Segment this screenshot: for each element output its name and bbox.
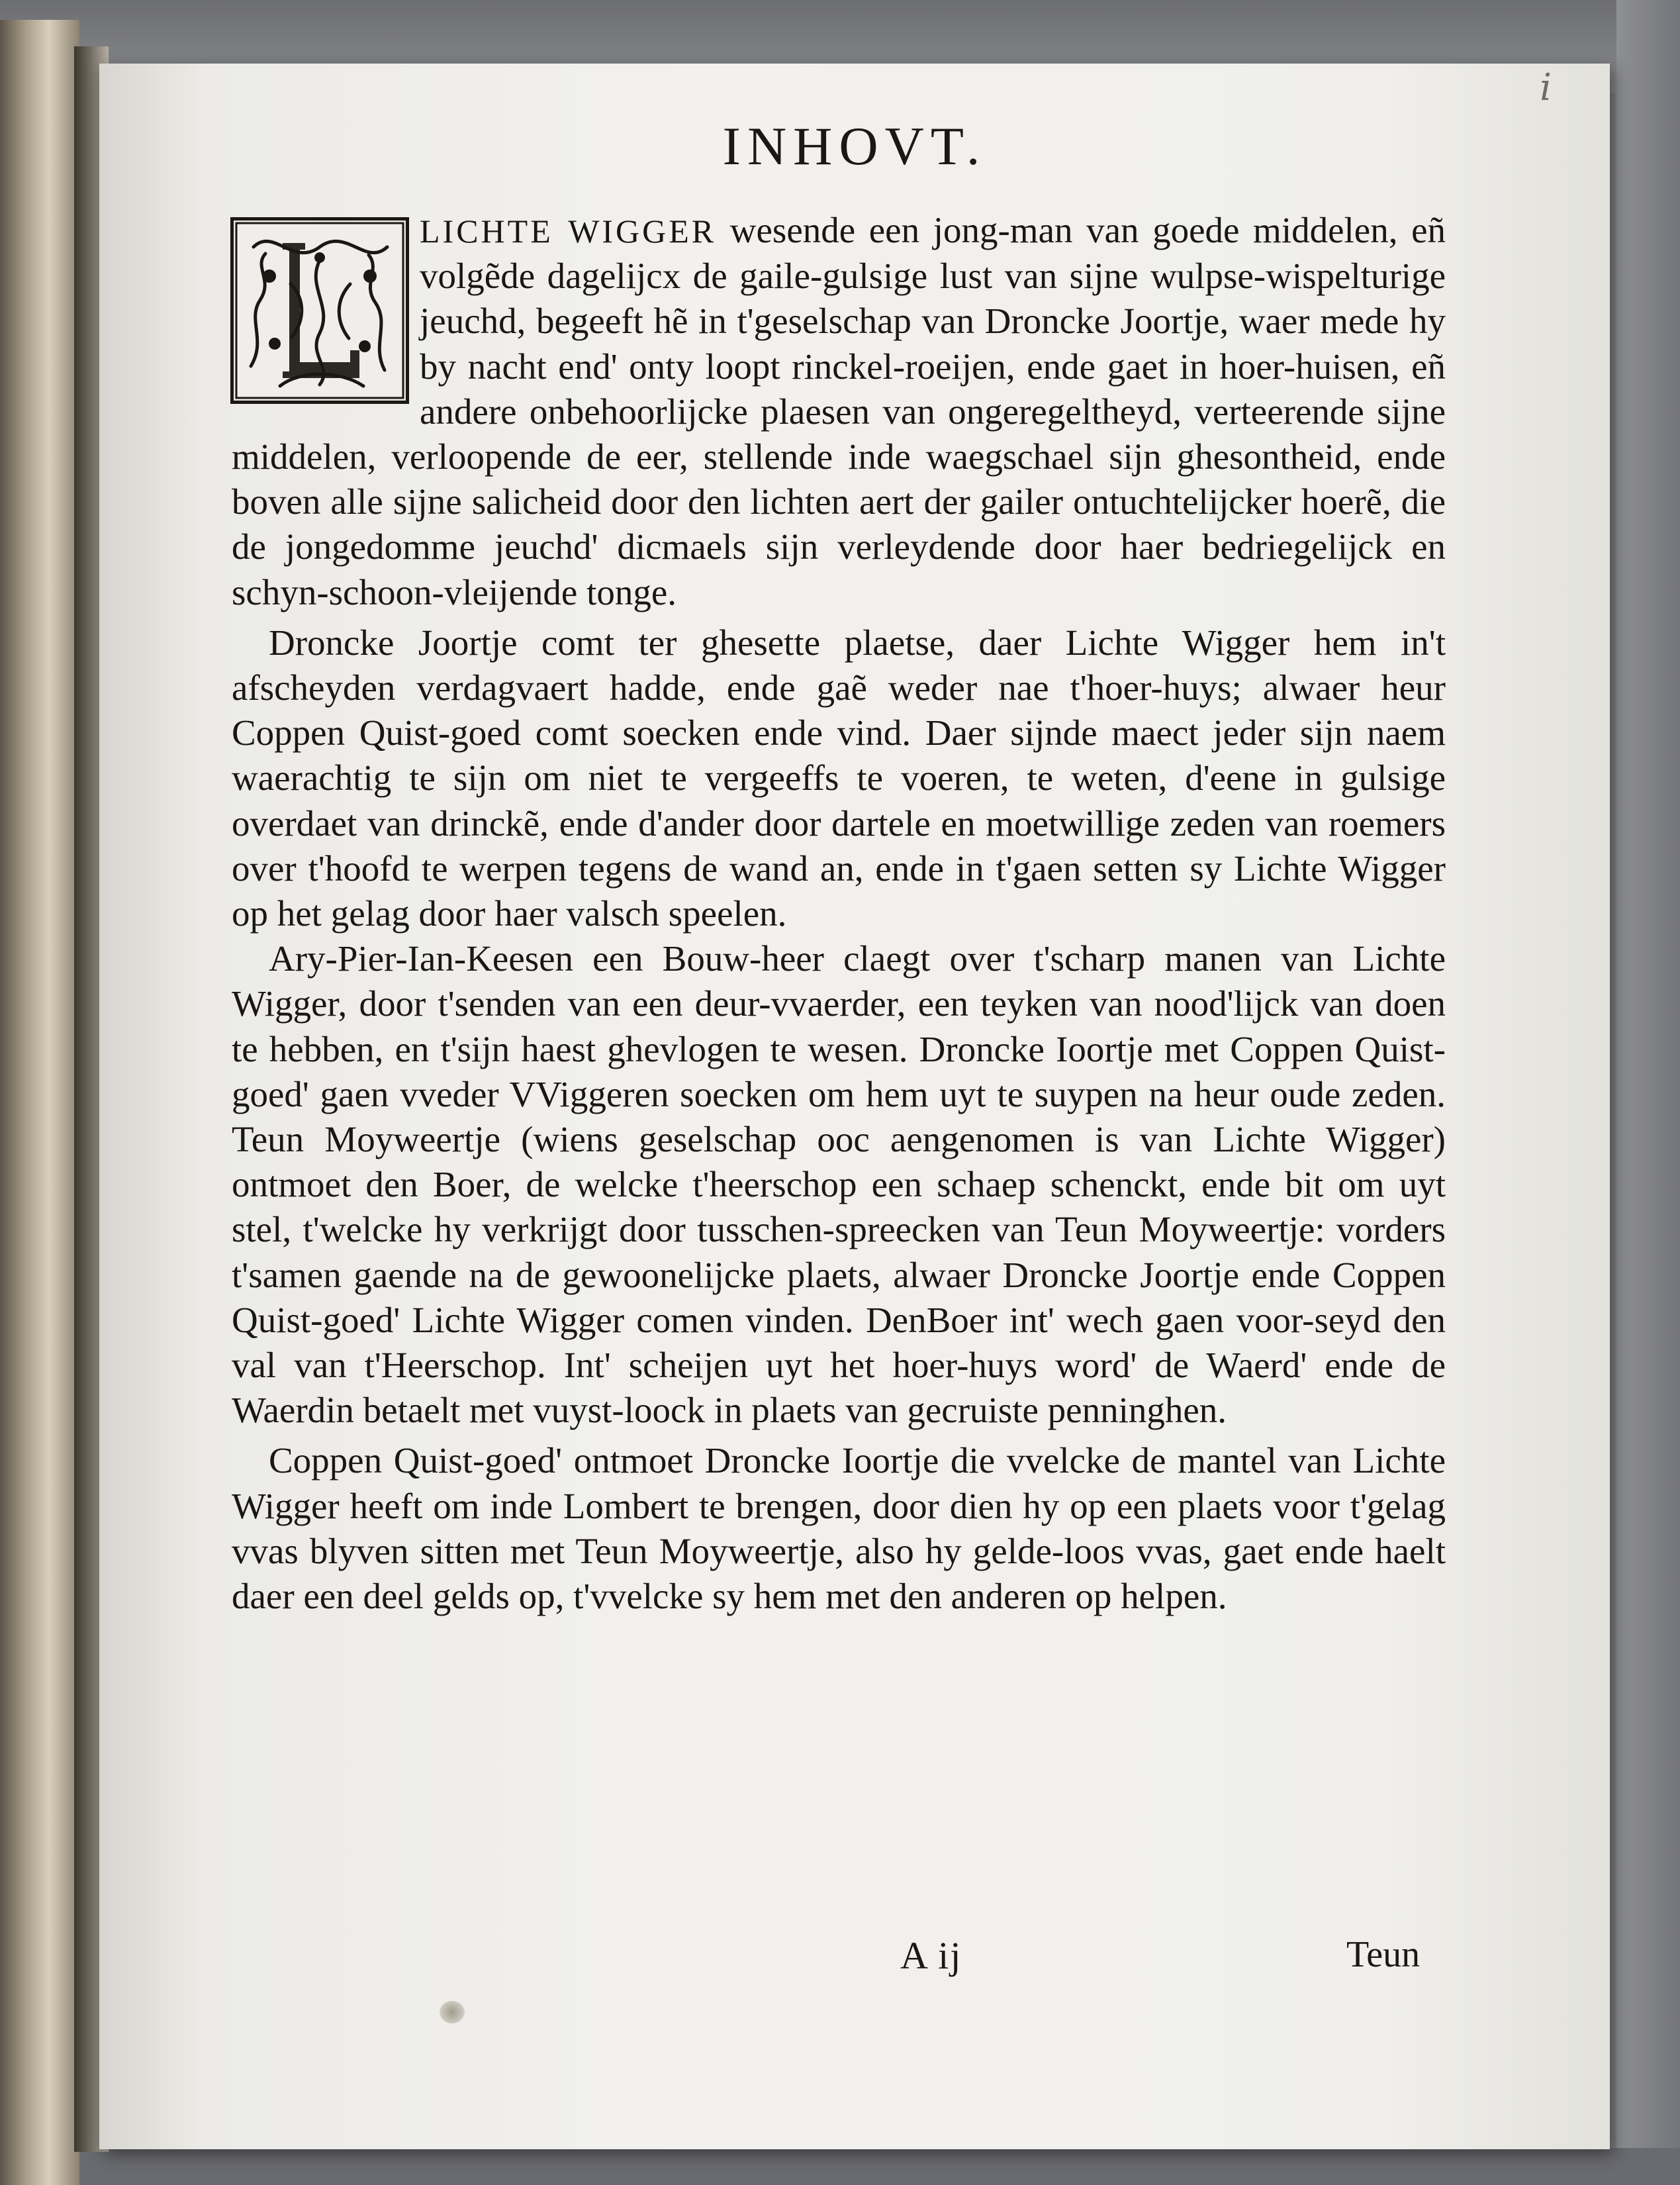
paragraph-2: Droncke Joortje comt ter ghesette plaetse, daer Lichte Wigger hem in't afscheyden verdagvaert hadde, ende gaẽ weder nae t'hoer-huys; alwaer heur Coppen Quist-goed comt soecken ende vind. Daer sijnde maect jeder sijn naem waerachtig te sijn om niet te vergeeffs te voeren, te weten, d'eene in gulsige overdaet van drinckẽ, ende d'ander door dartele en moetwillige zeden van roemers over t'hoofd te werpen tegens de wand an, ende in t'gaen setten sy Lichte Wigger op het gelag door haer valsch speelen.: [232, 622, 1446, 934]
paper-stain: [440, 2001, 465, 2023]
first-paragraph: [232, 208, 1446, 615]
body-text: [232, 208, 1446, 1619]
background-bottom: [0, 2148, 1680, 2185]
left-page-edge: [0, 20, 79, 2185]
page-title: INHOVT.: [722, 116, 987, 176]
paragraph-4: Coppen Quist-goed' ontmoet Droncke Ioortje die vvelcke de mantel van Lichte Wigger heeft om inde Lombert te brengen, door dien hy op een plaets voor t'gelag vvas blyven sitten met Teun Moyweertje, also hy gelde-loos vvas, gaet ende haelt daer een deel gelds op, t'vvelcke sy hem met den anderen op helpen.: [232, 1440, 1446, 1617]
first-paragraph-text: wesende een jong-man van goede middelen, eñ volgẽde dagelijcx de gaile-gulsige lust van sijne wulpse-wispelturige jeuchd, begeeft hẽ in t'geselschap van Droncke Joortje, waer mede hy by nacht end' onty loopt rinckel-roeijen, ende gaet in hoer-huisen, eñ andere onbehoorlijcke plaesen van ongeregeltheyd, verteerende sijne middelen, verloopende de eer, stellende inde waegschael sijn ghesontheid, ende boven alle sijne salicheid door den lichten aert der gailer ontuchtelijcker hoerẽ, die de jongedomme jeuchd' dicmaels sijn verleydende door haer bedriegelijck en schyn-schoon-vleijende tonge.: [232, 210, 1446, 612]
initial-spacer: [232, 208, 420, 433]
catchword: Teun: [1346, 1934, 1421, 1975]
paragraph-3: Ary-Pier-Ian-Keesen een Bouw-heer claegt over t'scharp manen van Lichte Wigger, door t'senden van een deur-vvaerder, een teyken van nood'lijck van doen te hebben, en t'sijn haest ghevlogen te wesen. Droncke Ioortje met Coppen Quist-goed' gaen vveder VViggeren soecken om hem uyt te suypen na heur oude zeden. Teun Moyweertje (wiens geselschap ooc aengenomen is van Lichte Wigger) ontmoet den Boer, de welcke t'heerschop een schaep schenckt, ende bit om uyt stel, t'welcke hy verkrijgt door tusschen-spreecken van Teun Moyweertje: vorders t'samen gaende na de gewoonelijcke plaets, alwaer Droncke Joortje ende Coppen Quist-goed' Lichte Wigger comen vinden. DenBoer int' wech gaen voor-seyd den val van t'Heerschop. Int' scheijen uyt het hoer-huys word' de Waerd' ende de Waerdin betaelt met vuyst-loock in plaets van gecruiste penninghen.: [232, 938, 1446, 1431]
page-number: i: [1540, 66, 1552, 109]
paragraph-lead: LICHTE WIGGER: [420, 213, 717, 250]
background-right: [1616, 0, 1680, 2185]
signature-mark: A ij: [900, 1934, 962, 1977]
